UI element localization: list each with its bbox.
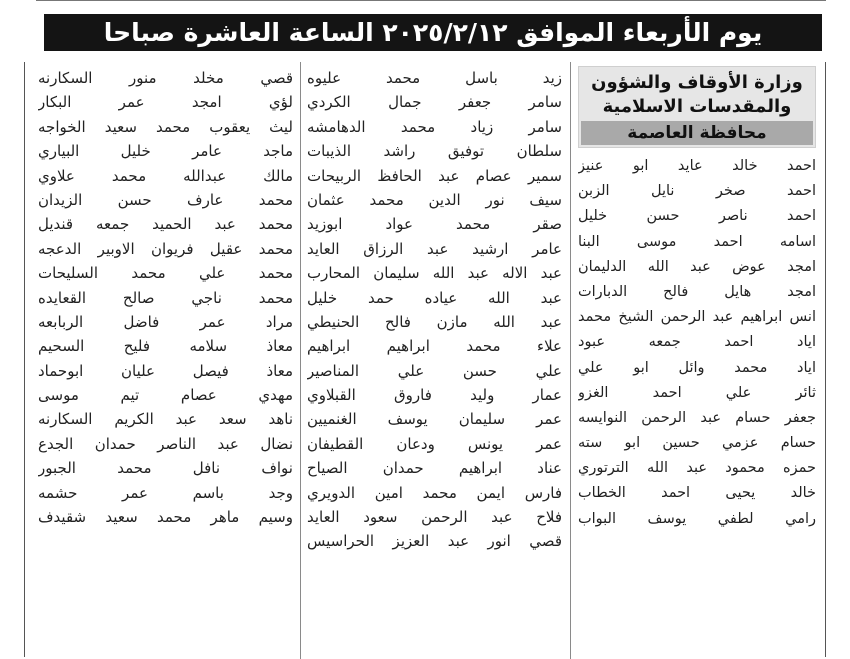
name-entry: محمد عبد الحميد جمعه قنديل [38,215,293,234]
name-entry: رامي لطفي يوسف البواب [578,510,816,527]
top-edge-rule [36,0,826,5]
name-entry: محمد عقيل فريوان الاوبير الدعجه [38,239,293,258]
names-list-left [38,66,293,529]
names-list-right [578,154,816,532]
column-divider-right [570,62,571,659]
name-entry: احمد خالد عايد ابو عنيز [578,158,816,174]
name-entry: مراد عمر فاضل الربابعه [38,312,293,331]
ministry-title-line1: وزارة الأوقاف والشؤون [591,72,803,93]
name-entry: حسام عزمي حسين ابو سته [578,435,816,452]
name-entry: سمير عصام عبد الحافظ الربيحات [307,166,562,185]
name-entry: سامر جعفر جمال الكردي [307,93,562,112]
names-column-left [38,66,293,529]
names-list-middle [307,66,562,554]
name-entry: فلاح عبد الرحمن سعود العايد [307,508,562,527]
name-entry: عامر ارشيد عبد الرزاق العايد [307,239,562,258]
name-entry: عبد الاله عبد الله سليمان المحارب [307,264,562,283]
name-entry: ماجد عامر خليل البياري [38,142,293,161]
name-entry: معاذ فيصل عليان ابوحماد [38,361,293,380]
name-entry: اياد محمد وائل ابو علي [578,359,816,376]
date-text: يوم الأربعاء الموافق ٢٠٢٥/٢/١٢ الساعة العاشرة صباحا [103,18,763,47]
name-entry: علي حسن علي المناصير [307,361,562,380]
name-entry: عناد ابراهيم حمدان الصياح [307,459,562,478]
name-entry: عمر سليمان يوسف الغنميين [307,410,562,429]
name-entry: ثائر علي احمد الغزو [578,384,816,401]
name-entry: حمزه محمود عبد الله الترتوري [578,460,816,477]
name-entry: علاء محمد ابراهيم ابراهيم [307,337,562,356]
name-entry: نضال عبد الناصر حمدان الجدع [38,434,293,453]
name-entry: عبد الله مازن فالح الحنيطي [307,312,562,331]
name-entry: مهدي عصام تيم موسى [38,386,293,405]
name-entry: قصي انور عبد العزيز الحراسيس [307,532,562,551]
date-banner [44,14,822,51]
name-entry: امجد هايل فالح الدبارات [578,283,816,300]
name-entry: ليث يعقوب محمد سعيد الخواجه [38,117,293,136]
name-entry: معاذ سلامه فليح السحيم [38,337,293,356]
name-entry: زيد باسل محمد عليوه [307,69,562,87]
name-entry: انس ابراهيم عبد الرحمن الشيخ محمد [578,309,816,326]
name-entry: وسيم ماهر محمد سعيد شقيدف [38,508,293,527]
governorate-label: محافظة العاصمة [581,121,813,145]
name-entry: امجد عوض عبد الله الدليمان [578,258,816,275]
name-entry: وجد باسم عمر حشمه [38,483,293,502]
name-entry: اسامه احمد موسى البنا [578,233,816,250]
name-entry: صقر محمد عواد ابوزيد [307,215,562,234]
name-entry: نواف نافل محمد الجبور [38,459,293,478]
name-entry: فارس ايمن محمد امين الدويري [307,483,562,502]
names-column-middle [307,66,562,554]
name-entry: عبد الله عياده حمد خليل [307,288,562,307]
name-entry: قصي مخلد منور السكارنه [38,69,293,87]
name-entry: عمر يونس ودعان القطيفان [307,434,562,453]
name-entry: احمد صخر نايل الزبن [578,183,816,200]
ministry-header [578,66,816,148]
name-entry: محمد عارف حسن الزيدان [38,190,293,209]
name-entry: سلطان توفيق راشد الذيبات [307,142,562,161]
name-entry: محمد ناجي صالح القعايده [38,288,293,307]
name-entry: احمد ناصر حسن خليل [578,208,816,225]
name-entry: محمد علي محمد السليحات [38,264,293,283]
column-divider-left [300,62,301,659]
name-entry: سيف نور الدين محمد عثمان [307,190,562,209]
name-entry: اياد احمد جمعه عبود [578,334,816,351]
name-entry: ناهد سعد عبد الكريم السكارنه [38,410,293,429]
names-column-right [578,66,816,532]
name-entry: مالك عبدالله محمد علاوي [38,166,293,185]
name-entry: خالد يحيى احمد الخطاب [578,485,816,502]
name-entry: لؤي امجد عمر البكار [38,93,293,112]
name-entry: جعفر حسام عبد الرحمن النوايسه [578,409,816,426]
name-entry: عمار وليد فاروق القبلاوي [307,386,562,405]
name-entry: سامر زياد محمد الدهامشه [307,117,562,136]
ministry-title-line2: والمقدسات الاسلامية [602,96,792,117]
